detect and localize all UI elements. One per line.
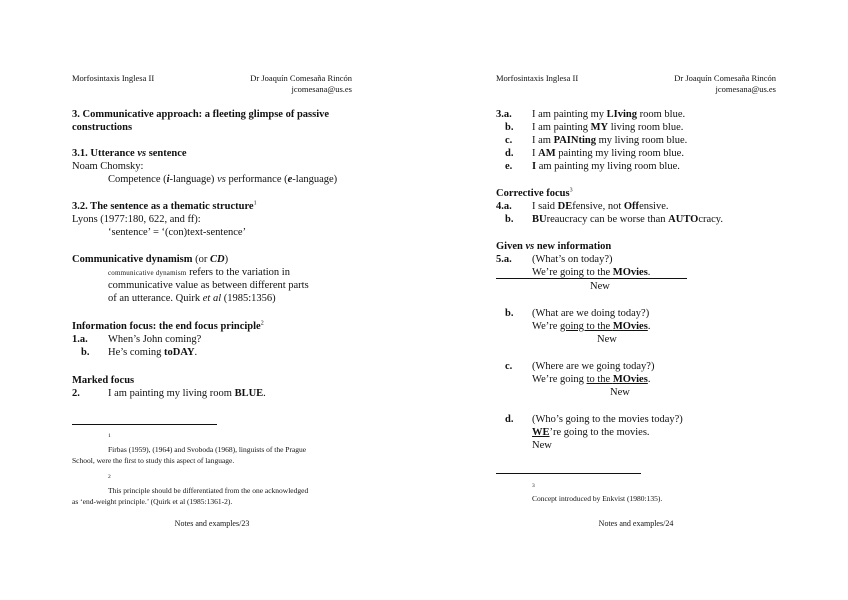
header-author: Dr Joaquín Comesaña Rincón (674, 73, 776, 83)
example-2-number: 2. (72, 388, 80, 399)
example-3b-number: b. (505, 122, 514, 133)
cd-definition-line-3: of an utterance. Quirk et al (1985:1356) (108, 293, 276, 304)
example-5c-question: (Where are we going today?) (532, 361, 655, 372)
example-1b-number: b. (81, 347, 90, 358)
footnote-1-line-2: School, were the first to study this aspect of language. (72, 456, 235, 465)
footnote-rule (72, 424, 217, 425)
example-5c-answer: We’re going to the MOvies. (532, 374, 651, 385)
chomsky-line: Noam Chomsky: (72, 161, 144, 172)
cd-definition-line-1: communicative dynamism refers to the variation in (108, 267, 290, 278)
example-5a-number: 5.a. (496, 254, 512, 265)
example-5a-underline (496, 278, 687, 279)
footnote-3-marker: 3 (532, 483, 535, 489)
header-author: Dr Joaquín Comesaña Rincón (250, 73, 352, 83)
example-3a-number: 3.a. (496, 109, 512, 120)
example-3e-text: I am painting my living room blue. (532, 161, 680, 172)
example-1a-number: 1.a. (72, 334, 88, 345)
corrective-focus-heading: Corrective focus$^3$ (496, 187, 573, 199)
example-5a-answer: We’re going to the MOvies. (532, 267, 651, 278)
example-5d-number: d. (505, 414, 514, 425)
cd-definition-line-2: communicative value as between different parts (108, 280, 309, 291)
header-email: jcomesana@us.es (291, 84, 352, 94)
example-2-text: I am painting my living room BLUE. (108, 388, 266, 399)
header-course: Morfosintaxis Inglesa II (496, 73, 579, 83)
marked-focus-heading: Marked focus (72, 375, 135, 386)
footnote-ref-3: 3 (569, 187, 573, 194)
example-3d-number: d. (505, 148, 514, 159)
footnote-2-marker: 2 (108, 474, 111, 480)
example-5c-label: New (610, 387, 630, 398)
header-course: Morfosintaxis Inglesa II (72, 73, 155, 83)
section-title-line-2: constructions (72, 122, 133, 133)
example-5d-question: (Who’s going to the movies today?) (532, 414, 683, 425)
example-4b-text: BUreaucracy can be worse than AUTOcracy. (532, 214, 723, 225)
example-5c-number: c. (505, 361, 513, 372)
example-3e-number: e. (505, 161, 513, 172)
example-1b-text: He’s coming toDAY. (108, 347, 198, 358)
footnote-3-text: Concept introduced by Enkvist (1980:135). (532, 494, 663, 503)
example-4a-number: 4.a. (496, 201, 512, 212)
footnote-1-line-1: Firbas (1959), (1964) and Svoboda (1968), linguists of the Prague (108, 445, 307, 454)
example-5b-label: New (597, 334, 617, 345)
example-4a-text: I said DEfensive, not Offensive. (532, 201, 669, 212)
example-1a-text: When’s John coming? (108, 334, 202, 345)
example-3b-text: I am painting MY living room blue. (532, 122, 684, 133)
example-5a-question: (What’s on today?) (532, 254, 613, 265)
page-footer-right: Notes and examples/24 (598, 519, 674, 528)
given-new-heading: Given vs new information (496, 241, 612, 252)
footnote-2-line-2: as ‘end-weight principle.’ (Quirk et al (1985:1361-2). (72, 497, 233, 506)
example-3c-number: c. (505, 135, 513, 146)
section-title-line-1: 3. Communicative approach: a fleeting glimpse of passive (72, 109, 330, 120)
cd-heading: Communicative dynamism (or CD) (72, 254, 229, 265)
example-5b-question: (What are we doing today?) (532, 308, 650, 319)
info-focus-heading: Information focus: the end focus principle$^2$ (72, 320, 264, 332)
example-3c-text: I am PAINting my living room blue. (532, 135, 688, 146)
right-page (424, 0, 848, 600)
example-5a-label: New (590, 281, 610, 292)
footnote-2-line-1: This principle should be differentiated from the one acknowledged (108, 486, 309, 495)
example-5b-answer: We’re going to the MOvies. (532, 321, 651, 332)
footnote-1-marker: 1 (108, 433, 111, 439)
example-5d-label: New (532, 440, 552, 451)
footnote-ref-2: 2 (260, 320, 264, 327)
subsection-3-1: 3.1. Utterance vs sentence (72, 148, 187, 159)
footnote-rule (496, 473, 641, 474)
footnote-ref-1: 1 (253, 200, 257, 207)
example-3a-text: I am painting my LIving room blue. (532, 109, 686, 120)
example-4b-number: b. (505, 214, 514, 225)
header-email: jcomesana@us.es (715, 84, 776, 94)
subsection-3-2: 3.2. The sentence as a thematic structure$^1$ (72, 200, 257, 212)
example-5d-answer: WE’re going to the movies. (532, 427, 650, 438)
sentence-definition: ‘sentence’ = ‘(con)text-sentence’ (108, 227, 247, 238)
example-5b-number: b. (505, 308, 514, 319)
competence-line: Competence (i-language) vs performance (e-language) (108, 174, 338, 185)
page-footer-left: Notes and examples/23 (174, 519, 250, 528)
lyons-line: Lyons (1977:180, 622, and ff): (72, 214, 201, 225)
example-3d-text: I AM painting my living room blue. (532, 148, 684, 159)
